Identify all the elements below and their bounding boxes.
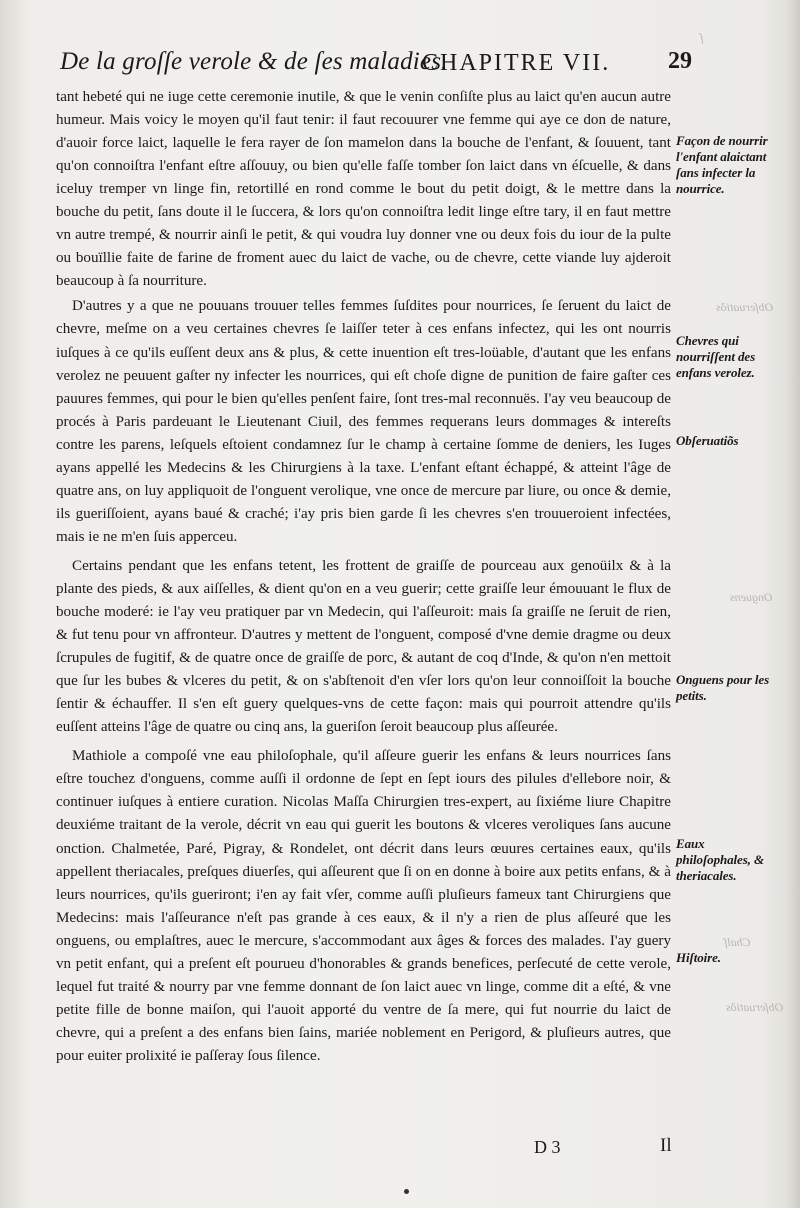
running-title: De la groſſe verole & de ſes maladies. bbox=[60, 48, 448, 75]
running-header bbox=[60, 48, 790, 88]
bleed-through-text: Onguens bbox=[730, 590, 773, 604]
paragraph: tant hebeté qui ne iuge cette ceremonie inutile, & que le venin conſiſte plus au laict qu'en aucun autre humeur. Mais voicy le moyen qu'il faut tenir: il faut recouurer vne femme qui aye ce don de nature, d'auoir force laict, laquelle le fera rayer de ſon mamelon dans la bouche de l'enfant, & ſouuent, tant qu'on connoiſtra l'enfant eſtre aſſouuy, ou bien qu'elle faſſe tomber ſon laict dans vn éſcuelle, & dans iceluy tremper vn linge fin, retortillé en rond comme le bout du petit doigt, & le mettre dans la bouche du petit, ſans doute il le ſuccera, & lors qu'on connoiſtra ledit linge eſtre tary, il en faut mettre vn autre trempé, & nourrir ainſi le petit, & qui voudra luy donner vne ou deux fois du iour de la pulte ou bouïllie faite de farine de froment auec du laict de vache, ou de chevre, cette viande luy ajderoit beaucoup à ſa nourriture. bbox=[56, 89, 671, 290]
chapter-heading: CHAPITRE VII. bbox=[422, 50, 611, 76]
bleed-through-text: Chalſ bbox=[724, 935, 751, 949]
margin-note: Obſeruatiõs bbox=[676, 433, 739, 448]
catchword: Il bbox=[660, 1135, 672, 1156]
signature-mark: D 3 bbox=[534, 1137, 561, 1157]
bleed-through-text: Obſeruatiõs bbox=[716, 300, 774, 314]
margin-note: Chevres qui nourriſſent des enfans verolez. bbox=[676, 333, 756, 380]
page-edge-shadow bbox=[786, 0, 800, 1208]
margin-note: Eaux philoſophales, & theriacales. bbox=[676, 836, 764, 883]
paragraph: D'autres y a que ne pouuans trouuer telles femmes ſuſdites pour nourrices, ſe ſeruent du laict de chevre, meſme on a veu certaines chevres ſe laiſſer teter à ces enfans infectez, qui les ont nourris iuſques à ce qu'ils euſſent deux ans & plus, & cette inuention eſt tres-loüable, d'autant que les enfans verolez ne peuuent gaſter ny infecter les nourrices, qui eſt choſe digne de punition de faire gaſter ces pauures femmes, qui pour le bien qu'elles penſent faire, ſont tres-mal reconnuës. I'ay veu beaucoup de procés à Paris pardeuant le Lieutenant Ciuil, des femmes requerans leurs dommages & intereſts contre les parens, leſquels eſtoient condamnez ſur le champ à certaine ſomme de deniers, les Iuges ayans appellé les Medecins & les Chirurgiens à la taxe. L'enfant eſtant échappé, & atteint l'âge de quatre ans, on luy appliquoit de l'onguent verolique, vne once de mercure par liure, ou once & demie, ils gueriſſoient, ayans baué & craché; i'ay pris bien garde ſi les chevres s'en trouueroient infectées, mais ie ne m'en ſuis apperceu. bbox=[56, 298, 671, 545]
paragraph: Certains pendant que les enfans tetent, les frottent de graiſſe de pourceau aux genoüilx & à la plante des pieds, & aux aiſſelles, & dient qu'on en a veu guerir; cette graiſſe leur émouuant le flux de bouche moderé: ie l'ay veu pratiquer par vn Medecin, qui l'aſſeuroit: mais ſa graiſſe ne ſeruit de rien, & fut tenu pour vn affronteur. D'autres y mettent de l'onguent, composé d'vne demie dragme ou deux ſcrupules de fugitif, & de quatre once de graiſſe de porc, & autant de coq d'Inde, & qu'on n'en mettoit que ſur les bubes & vlceres du petit, & on s'abſtenoit d'en vſer lors qu'on leur connoiſſoit la bouche ſentir & échauffer. Il s'en eſt guery quelques-vns de cette façon: mais qui pourroit attendre qu'ils euſſent atteins l'âge de quatre ou cinq ans, la gueriſon ſeroit beaucoup plus aſſeurée. bbox=[56, 557, 671, 736]
margin-note: Hiſtoire. bbox=[676, 950, 721, 965]
bleed-through-text: Obſeruatiõs bbox=[726, 1000, 784, 1014]
ink-dot bbox=[404, 1189, 409, 1194]
margin-note: Onguens pour les petits. bbox=[676, 672, 770, 703]
bleed-through-text: ſ bbox=[700, 30, 704, 44]
page-number: 29 bbox=[668, 48, 692, 74]
paragraph: Mathiole a compoſé vne eau philoſophale, qu'il aſſeure guerir les enfans & leurs nourrices ſans eſtre touchez d'onguens, comme auſſi il ordonne de ſept en ſept iours des pilules d'ellebore noir, & continuer iuſques à entiere curation. Nicolas Maſſa Chirurgien tres-expert, au ſixiéme liure Chapitre deuxiéme traitant de la verole, décrit vn eau qui guerit les boutons & vlceres veroliques ſans aucune onction. Chalmetée, Paré, Pigray, & Rondelet, ont décrit dans leurs œuures certaines eaux, qu'ils appellent theriacales, preſques diuerſes, qui aſſeurent que ſi on en donne à boire aux petits enfans, & à leurs nourrices, qu'ils gueriront; i'en ay fait vſer, comme auſſi pluſieurs fameux tant Chirurgiens que Medecins: mais l'aſſeurance n'eſt pas grande à ces eaux, & il n'y a rien de plus aſſeuré que les onguens, ou emplaſtres, auec le mercure, s'accommodant aux âges & forces des malades. I'ay guery vn petit enfant, qui a preſent eſt pourueu d'honorables & grands benefices, perſecuté de cette verole, lequel fut traité & nourry par vne femme donnant de ſon laict auec vn linge, comme dit a eſté, & vne petite fille de bonne maiſon, qui l'auoit apporté du ventre de ſa mere, qui fut nourrie du laict de chevre, qui a preſent a des enfans bien ſains, mariée noblement en Perigord, & pluſieurs autres, que pour euiter prolixité ie paſſeray ſous ſilence. bbox=[56, 748, 671, 1064]
main-text bbox=[56, 86, 671, 1068]
margin-note: Façon de nourrir l'enfant alaictant ſans infecter la nourrice. bbox=[676, 133, 768, 196]
